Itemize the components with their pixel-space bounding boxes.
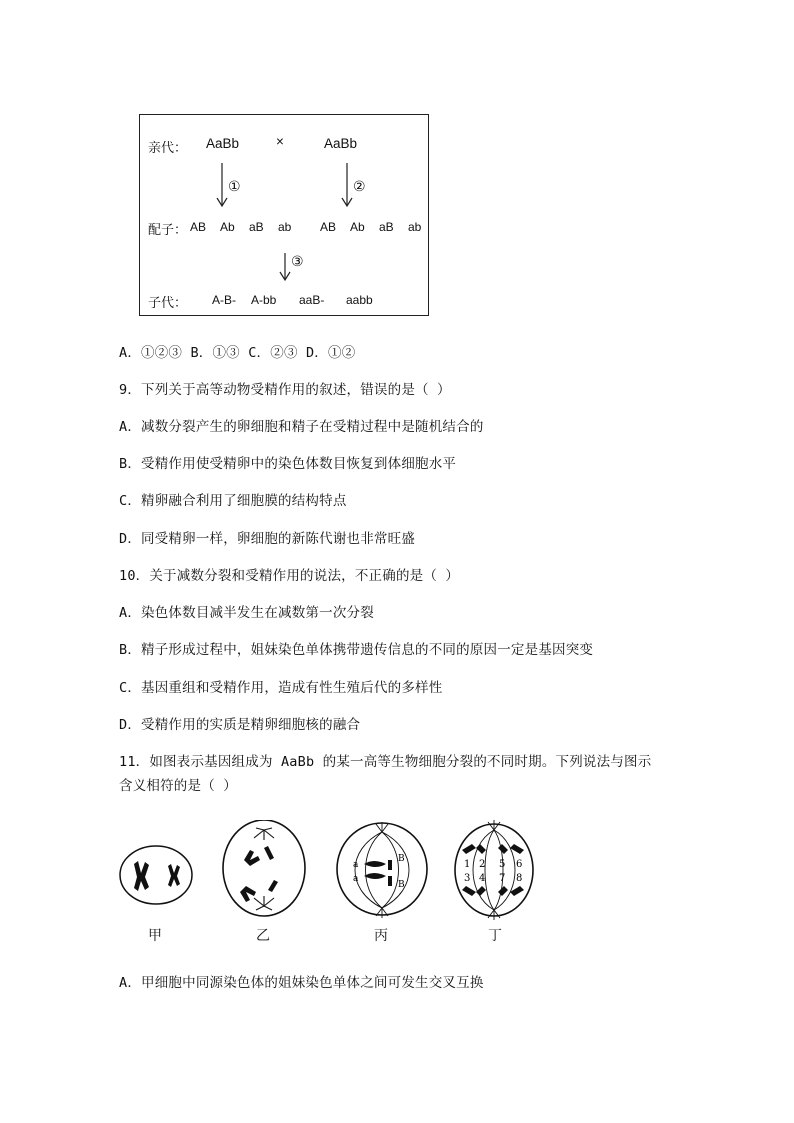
cell-label-bing: 丙 [374,928,388,944]
cell-label-ding: 丁 [488,928,502,944]
q10-option-b: B．精子形成过程中，姐妹染色单体携带遗传信息的不同的原因一定是基因突变 [119,642,594,658]
step-3-marker: ③ [291,254,304,270]
offspring-1: A-B- [212,293,236,307]
ding-number-5: 3 [464,873,471,884]
parent-right-genotype: AaBb [324,136,358,151]
gamete-right-1: AB [320,220,337,234]
gamete-left-4: ab [278,220,292,234]
q9-option-a: A．减数分裂产生的卵细胞和精子在受精过程中是随机结合的 [119,419,484,435]
cell-label-jia: 甲 [148,928,162,944]
q10-option-a: A．染色体数目减半发生在减数第一次分裂 [119,605,374,621]
q9-option-d: D．同受精卵一样，卵细胞的新陈代谢也非常旺盛 [119,531,416,547]
bing-letter-3: B [398,854,405,864]
cell-division-figure [118,820,538,950]
step-1-marker: ① [228,179,241,195]
q10-option-d: D．受精作用的实质是精卵细胞核的融合 [119,717,361,733]
gamete-right-2: Ab [350,220,365,234]
gamete-right-3: aB [379,220,394,234]
parent-label: 亲代： [148,141,188,156]
parent-left-genotype: AaBb [206,136,240,151]
step-2-marker: ② [353,179,366,195]
q11-option-a: A．甲细胞中同源染色体的姐妹染色单体之间可发生交叉互换 [119,975,484,991]
gamete-left-1: AB [190,220,207,234]
cell-ding [455,820,533,920]
q10-option-c: C．基因重组和受精作用，造成有性生殖后代的多样性 [119,680,443,696]
gamete-right-4: ab [408,220,422,234]
ding-number-8: 8 [516,873,523,884]
ding-number-1: 1 [464,859,471,870]
cell-label-yi: 乙 [256,928,270,944]
q10-stem: 10．关于减数分裂和受精作用的说法，不正确的是（ ） [119,568,460,584]
cross-arrows [140,115,430,317]
offspring-3: aaB- [299,293,325,307]
q9-option-c: C．精卵融合利用了细胞膜的结构特点 [119,493,347,509]
cell-jia [120,846,192,904]
gamete-label: 配子： [148,223,188,238]
q8-options: A．①②③ B．①③ C．②③ D．①② [119,345,356,361]
cell-bing [337,822,427,918]
bing-letter-2: a [353,874,359,884]
gamete-left-3: aB [249,220,264,234]
ding-number-7: 7 [499,873,506,884]
q9-option-b: B．受精作用使受精卵中的染色体数目恢复到体细胞水平 [119,456,457,472]
cell-drawings [118,820,538,925]
genetic-cross-diagram [139,114,429,316]
ding-number-2: 2 [479,859,486,870]
q11-stem-line2: 含义相符的是（ ） [119,778,237,794]
bing-letter-4: B [398,880,405,890]
q11-stem-line1: 11．如图表示基因组成为 AaBb 的某一高等生物细胞分裂的不同时期。下列说法与图示 [119,754,652,770]
cell-yi [223,820,305,916]
gamete-left-2: Ab [220,220,235,234]
offspring-4: aabb [346,293,373,307]
offspring-label: 子代： [148,296,188,311]
ding-number-4: 6 [516,859,523,870]
offspring-2: A-bb [251,293,277,307]
ding-number-6: 4 [479,873,486,884]
bing-letter-1: a [353,860,359,870]
q9-stem: 9．下列关于高等动物受精作用的叙述，错误的是（ ） [119,382,451,398]
ding-number-3: 5 [499,859,506,870]
cross-sign: × [276,134,284,149]
